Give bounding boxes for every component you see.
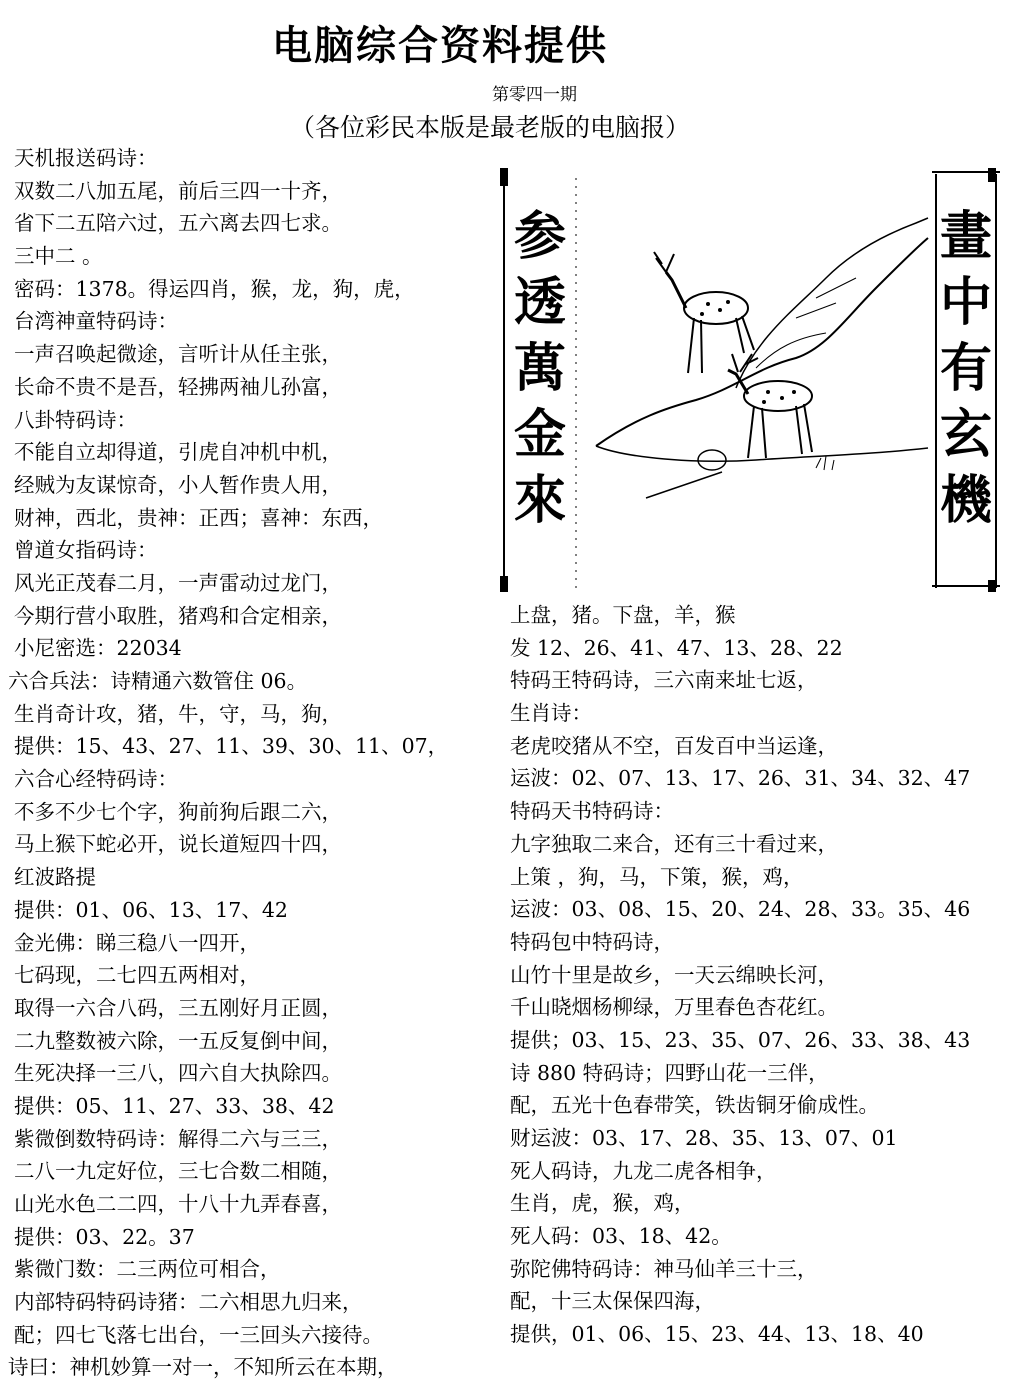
text-line: 不能自立却得道，引虎自冲机中机， [14,440,342,465]
text-line: 特码天书特码诗： [510,799,674,824]
text-line: 配，十三太保保四海， [510,1289,715,1314]
text-line: 死人码：03、18、42。 [510,1224,732,1249]
text-line: 上策 ，狗，马，下策，猴，鸡， [510,864,804,889]
deer-painting [496,168,1006,598]
text-line: 六合心经特码诗： [14,767,178,792]
left-column [8,142,498,1384]
text-line: 金光佛：睇三稳八一四开， [14,930,260,955]
issue-number: 第零四一期 [492,85,577,105]
text-line: 风光正茂春二月，一声雷动过龙门， [14,570,342,595]
text-line: 密码：1378。得运四肖，猴，龙，狗，虎， [14,276,415,301]
text-line: 生肖诗： [510,701,592,726]
text-line: 诗 880 特码诗；四野山花一三伴， [510,1060,829,1085]
text-line: 曾道女指码诗： [14,538,158,563]
text-line: 山光水色二二四，十八十九弄春喜， [14,1192,342,1216]
text-line: 山竹十里是故乡，一天云绵映长河， [510,962,838,987]
text-line: 死人码诗，九龙二虎各相争， [510,1158,777,1183]
text-line: 今期行营小取胜，猪鸡和合定相亲， [14,603,342,628]
text-line: 天机报送码诗： [14,146,158,170]
text-line: 提供：03、22。37 [14,1224,195,1249]
text-line: 内部特码特码诗猪：二六相思九归来， [14,1290,363,1315]
text-line: 提供：05、11、27、33、38、42 [14,1093,335,1118]
text-line: 三中二 。 [14,244,103,269]
text-line: 省下二五陪六过，五六离去四七求。 [14,211,342,236]
text-line: 提供：15、43、27、11、39、30、11、07， [14,734,449,759]
text-line: 九字独取二来合，还有三十看过来， [510,831,838,856]
text-line: 经贼为友谋惊奇，小人暂作贵人用， [14,472,342,497]
text-line: 财神，西北，贵神：正西；喜神：东西， [14,505,383,530]
text-line: 二八一九定好位，三七合数二相随， [14,1159,342,1184]
text-line: 运波：03、08、15、20、24、28、33。35、46 [510,897,971,922]
right-scroll-text: 畫中有玄機 [939,206,992,531]
text-line: 提供：01、06、13、17、42 [14,897,288,922]
text-line: 弥陀佛特码诗：神马仙羊三十三， [510,1256,818,1281]
left-scroll-text: 参透萬金來 [513,206,566,531]
text-line: 特码包中特码诗， [510,929,674,954]
text-line: 七码现，二七四五两相对， [14,963,260,988]
painting-illustration [496,168,1006,598]
text-line: 一声召唤起微途，言听计从任主张， [14,342,342,367]
page-title: 电脑综合资料提供 [272,23,608,69]
text-line: 紫微门数：二三两位可相合， [14,1257,281,1282]
text-line: 上盘，猪。下盘，羊，猴 [510,603,736,627]
text-line: 发 12、26、41、47、13、28、22 [510,635,843,660]
text-line: 配，五光十色春带笑，铁齿铜牙偷成性。 [510,1093,879,1118]
text-line: 马上猴下蛇必开，说长道短四十四， [14,832,342,857]
text-line: 六合兵法：诗精通六数管住 06。 [8,669,308,693]
text-line: 台湾神童特码诗： [14,309,178,334]
text-line: 不多不少七个字，狗前狗后跟二六， [14,799,342,824]
text-line: 提供，01、06、15、23、44、13、18、40 [510,1322,924,1347]
text-line: 千山晓烟杨柳绿，万里春色杏花红。 [510,995,838,1020]
text-line: 诗曰：神机妙算一对一，不知所云在本期， [8,1355,398,1380]
text-line: 生死决择一三八，四六自大执除四。 [14,1061,342,1086]
text-line: 财运波：03、17、28、35、13、07、01 [510,1126,898,1150]
text-line: 双数二八加五尾，前后三四一十齐， [14,178,342,203]
right-column [510,599,1010,1351]
text-line: 二九整数被六除，一五反复倒中间， [14,1028,342,1053]
text-line: 老虎咬猪从不空，百发百中当运逢， [510,733,838,758]
text-line: 取得一六合八码，三五刚好月正圆， [14,995,342,1020]
text-line: 运波：02、07、13、17、26、31、34、32、47 [510,766,971,791]
text-line: 紫微倒数特码诗：解得二六与三三， [14,1126,342,1151]
text-line: 红波路提 [14,865,96,890]
text-line: 配；四七飞落七出台，一三回头六接待。 [14,1322,383,1347]
text-line: 小尼密选：22034 [14,636,182,661]
text-line: 特码王特码诗，三六南来址七返， [510,668,818,693]
subtitle: （各位彩民本版是最老版的电脑报） [290,113,691,142]
text-line: 提供；03、15、23、35、07、26、33、38、43 [510,1027,971,1052]
text-line: 长命不贵不是吾，轻拂两袖儿孙富， [14,374,342,399]
text-line: 生肖奇计攻，猪，牛，守，马，狗， [14,701,342,726]
text-line: 八卦特码诗： [14,407,137,432]
text-line: 生肖，虎，猴，鸡， [510,1191,695,1216]
